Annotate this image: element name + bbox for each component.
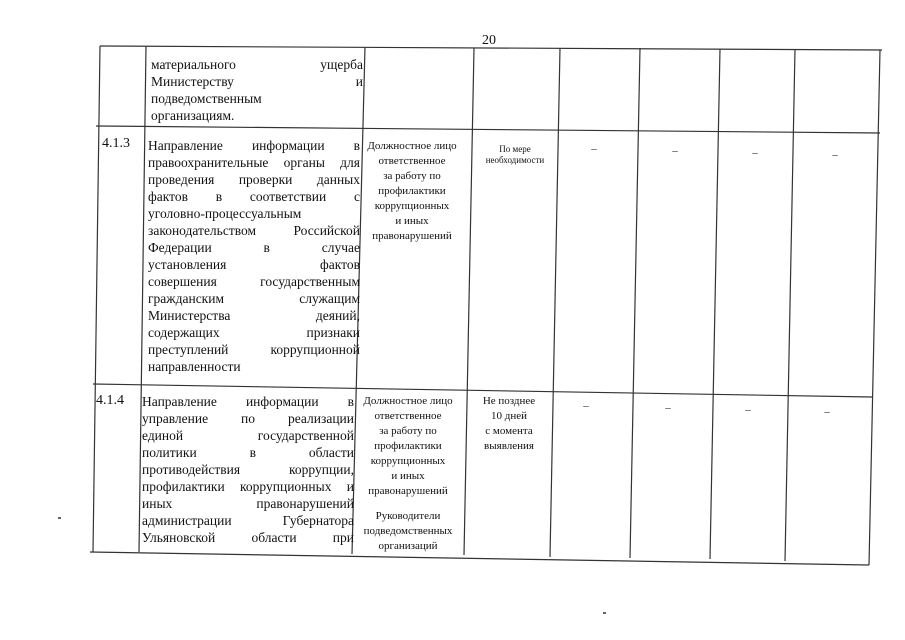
row-4-1-4-value-3: – <box>745 404 751 416</box>
term-line: Не позднее <box>482 395 536 407</box>
description-line: политики в области <box>142 445 354 460</box>
responsible-line: подведомственных <box>363 525 453 537</box>
description-line: правоохранительные органы для <box>148 155 360 170</box>
description-line: Федерации в случае <box>148 240 360 255</box>
responsible-line: и иных <box>395 215 429 227</box>
responsible-line: профилактики <box>374 440 442 452</box>
description-line: Ульяновской области при <box>142 530 354 545</box>
responsible-line: ответственное <box>374 410 442 422</box>
row-number-4-1-3: 4.1.3 <box>102 136 130 151</box>
responsible-line: Должностное лицо <box>367 140 457 152</box>
description-line: содержащих признаки <box>148 325 360 340</box>
row-4-1-4-value-1: – <box>583 400 589 412</box>
description-line: иных правонарушений <box>142 496 354 511</box>
row-4-1-4-responsible <box>354 394 462 554</box>
description-line: профилактики коррупционных и <box>142 479 354 494</box>
row-4-1-3-description <box>148 137 360 375</box>
description-line: администрации Губернатора <box>142 513 354 528</box>
responsible-line: коррупционных <box>370 455 446 467</box>
term-line: 10 дней <box>490 410 527 422</box>
row-4-1-4-term <box>466 394 552 454</box>
responsible-line: и иных <box>391 470 425 482</box>
description-line: организациям. <box>151 108 235 123</box>
row-4-1-3-term <box>472 144 558 166</box>
row-continuation-description <box>151 56 363 124</box>
description-line: фактов в соответствии с <box>148 189 360 204</box>
responsible-line: Должностное лицо <box>363 395 453 407</box>
description-line: подведомственным <box>151 91 262 106</box>
term-line: с момента <box>485 425 533 437</box>
description-line: материального ущерба <box>151 57 363 72</box>
description-line: законодательством Российской <box>148 223 360 238</box>
description-line: гражданским служащим <box>148 291 360 306</box>
row-4-1-3-value-3: – <box>752 147 758 159</box>
description-line: Направление информации в <box>142 394 354 409</box>
scan-speck <box>603 612 606 614</box>
description-line: Направление информации в <box>148 138 360 153</box>
responsible-line: организаций <box>378 540 438 552</box>
responsible-line: за работу по <box>383 170 441 182</box>
row-number-4-1-4: 4.1.4 <box>96 393 124 408</box>
description-line: уголовно-процессуальным <box>148 206 302 221</box>
spacer <box>354 499 462 509</box>
row-4-1-4-value-2: – <box>665 402 671 414</box>
description-line: установления фактов <box>148 257 360 272</box>
responsible-line: профилактики <box>378 185 446 197</box>
description-line: управление по реализации <box>142 411 354 426</box>
description-line: направленности <box>148 359 241 374</box>
row-4-1-3-value-4: – <box>832 149 838 161</box>
description-line: противодействия коррупции, <box>142 462 354 477</box>
description-line: Министерству и <box>151 74 363 89</box>
description-line: единой государственной <box>142 428 354 443</box>
row-4-1-4-description <box>142 393 354 546</box>
row-4-1-3-responsible <box>358 139 466 244</box>
responsible-line: правонарушений <box>368 485 448 497</box>
responsible-line: коррупционных <box>374 200 450 212</box>
description-line: проведения проверки данных <box>148 172 360 187</box>
row-4-1-3-value-1: – <box>591 143 597 155</box>
row-4-1-3-value-2: – <box>672 145 678 157</box>
description-line: преступлений коррупционной <box>148 342 360 357</box>
term-line: выявления <box>484 440 534 452</box>
term-line: необходимости <box>485 155 545 165</box>
description-line: Министерства деяний, <box>148 308 360 323</box>
responsible-line: ответственное <box>378 155 446 167</box>
page-number: 20 <box>482 33 496 48</box>
term-line: По мере <box>499 144 531 154</box>
description-line: совершения государственным <box>148 274 360 289</box>
responsible-line: правонарушений <box>372 230 452 242</box>
row-4-1-4-value-4: – <box>824 406 830 418</box>
scan-speck <box>58 517 61 519</box>
responsible-line: Руководители <box>375 510 441 522</box>
responsible-line: за работу по <box>379 425 437 437</box>
